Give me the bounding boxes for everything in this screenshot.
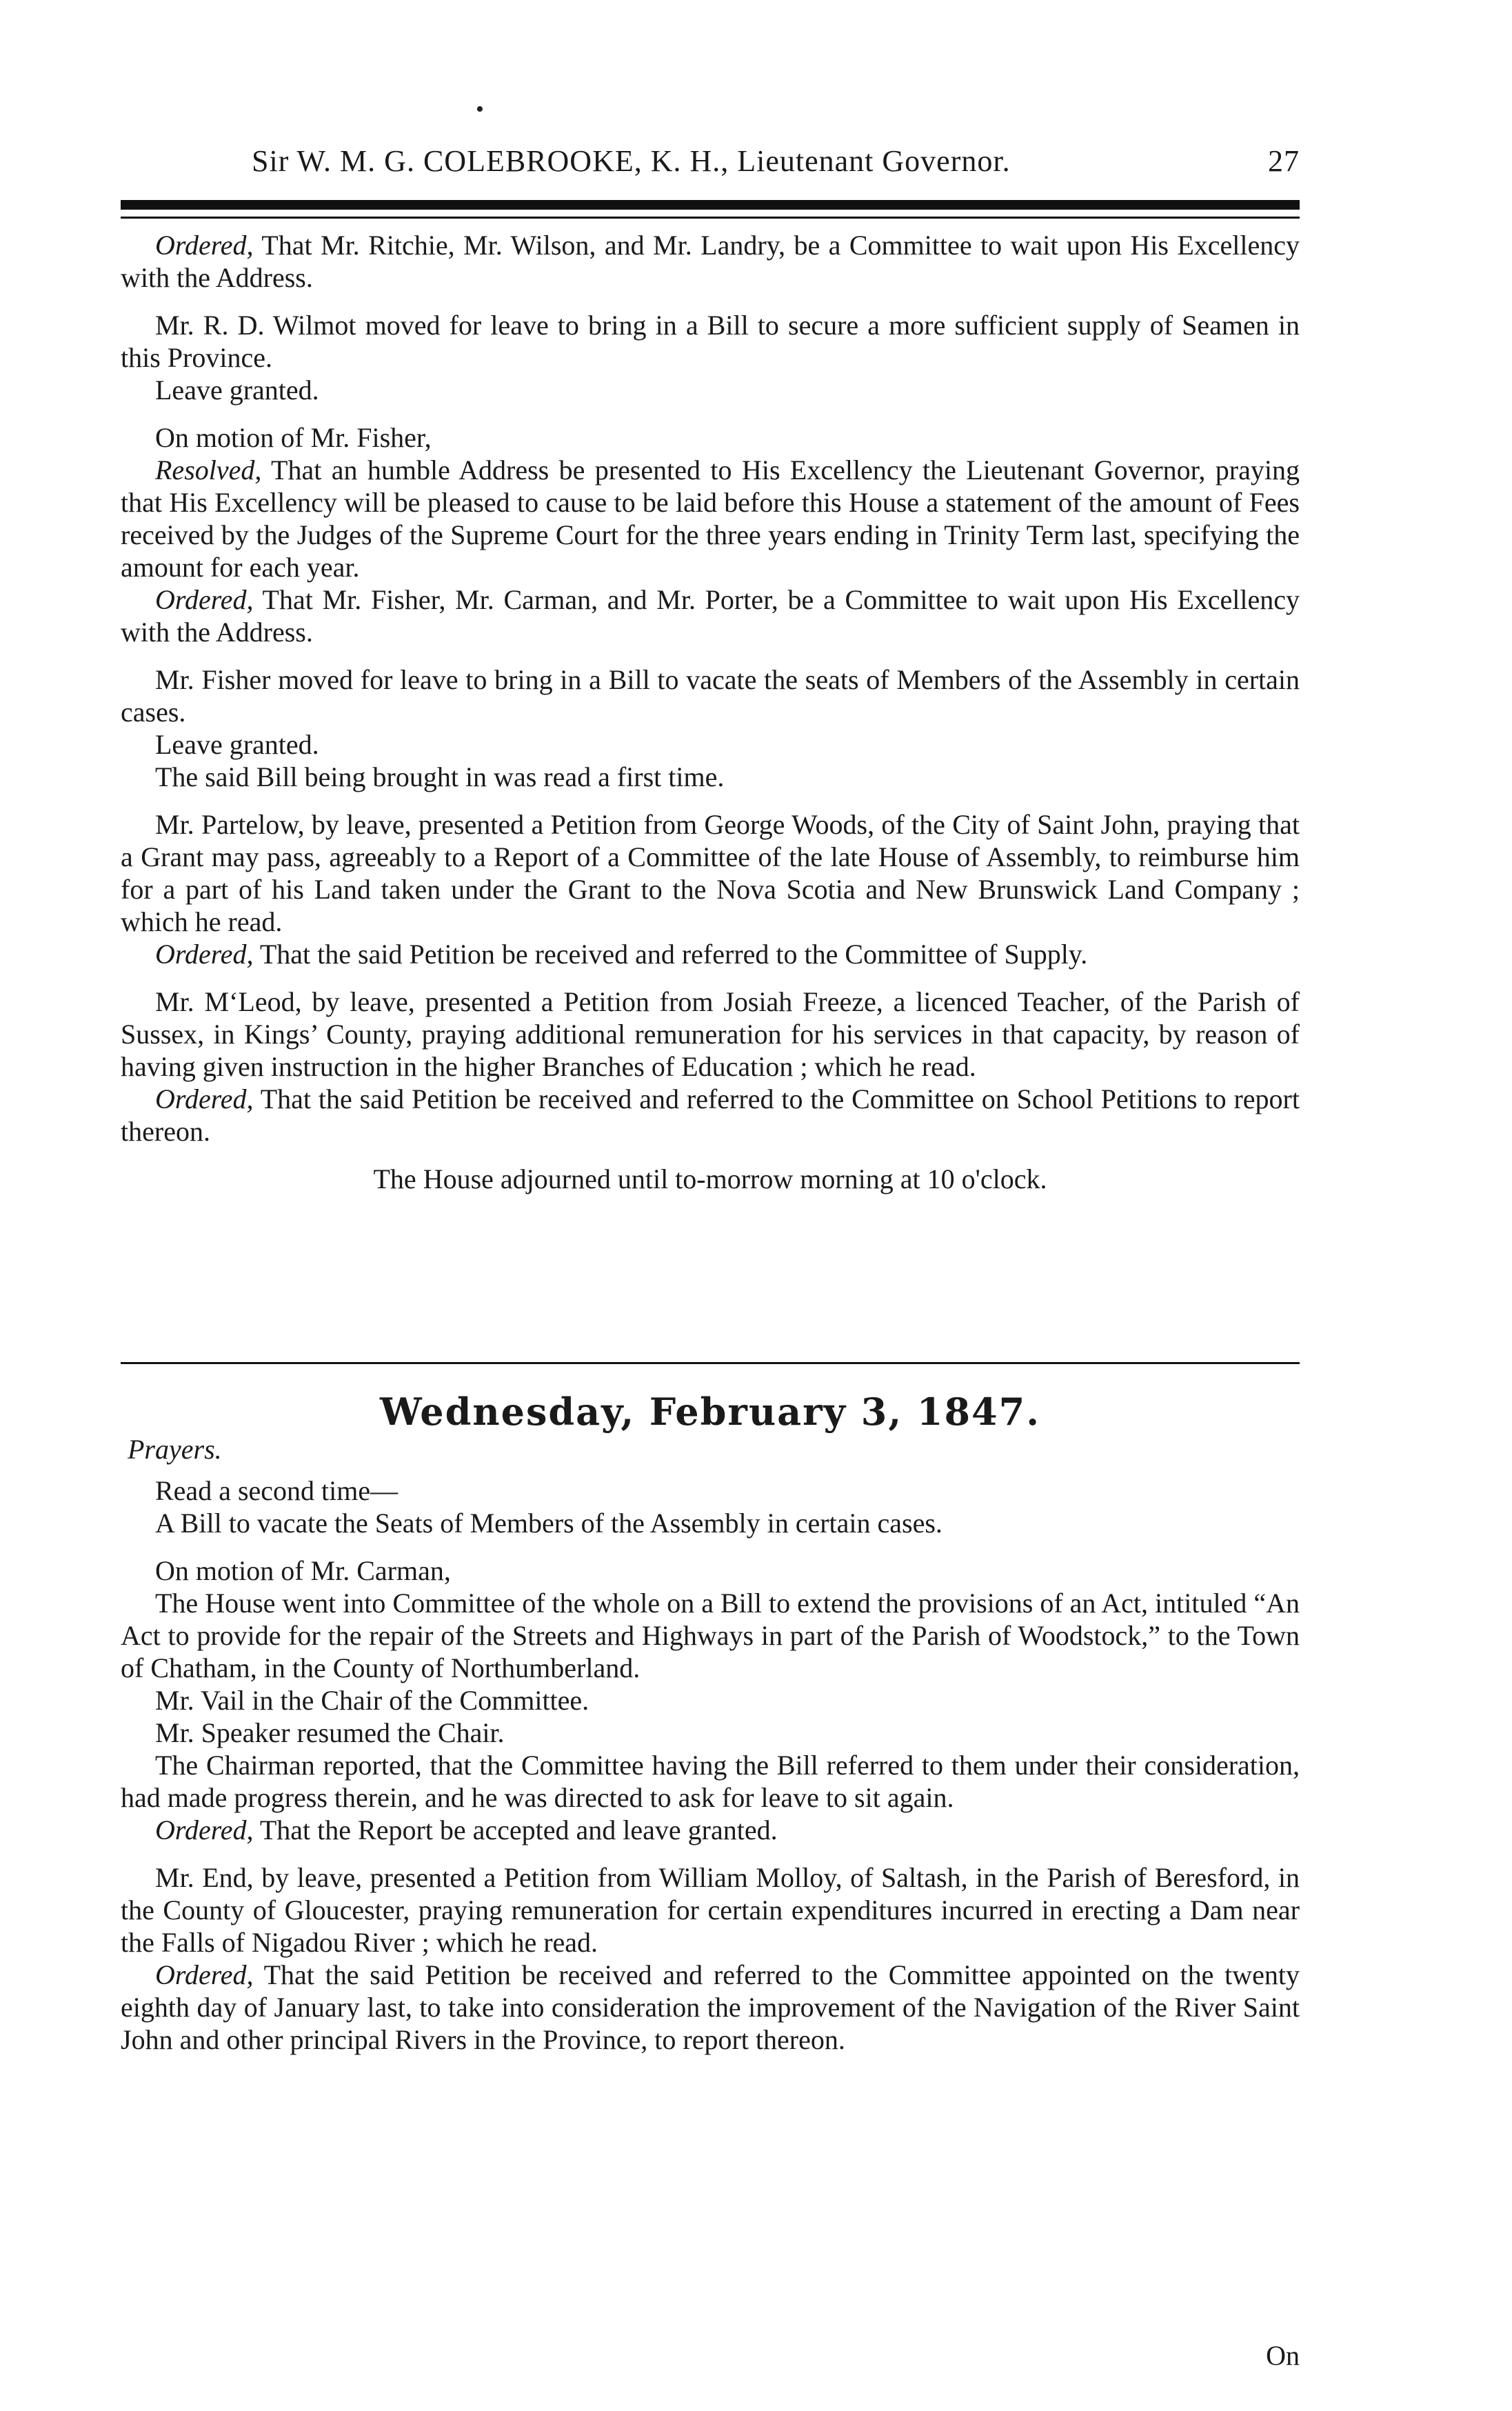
paragraph: Ordered, That the Report be accepted and leave granted. bbox=[155, 1814, 778, 1845]
paragraph: Mr. End, by leave, presented a Petition from William Molloy, of Saltash, in the Parish of Beresford, in the County of Gloucester, praying remuneration for certain expenditures incurred in erecting a Dam near the Falls of Nigadou River ; which he read. bbox=[121, 1862, 1300, 1958]
paragraph: On motion of Mr. Carman, bbox=[155, 1555, 451, 1586]
paragraph: The House went into Committee of the whole on a Bill to extend the provisions of an Act, intituled “An Act to provide for the repair of the Streets and Highways in part of the Parish of Woodstock,” to the Town of Chatham, in the County of Northumberland. bbox=[121, 1588, 1300, 1683]
paragraph: Mr. M‘Leod, by leave, presented a Petition from Josiah Freeze, a licenced Teacher, of the Parish of Sussex, in Kings’ County, praying additional remuneration for his services in that capacity, by reason of having given instruction in the higher Branches of Education ; which he read. bbox=[121, 986, 1300, 1082]
paragraph: Mr. Speaker resumed the Chair. bbox=[155, 1717, 505, 1748]
paragraph: Read a second time— bbox=[155, 1475, 399, 1506]
section-separator bbox=[121, 1362, 1300, 1364]
paragraph: Ordered, That the said Petition be received and referred to the Committee appointed on the twenty eighth day of January last, to take into consideration the improvement of the Navigation of the River Saint John and other principal Rivers in the Province, to report thereon. bbox=[121, 1959, 1300, 2055]
paragraph: The Chairman reported, that the Committee having the Bill referred to them under their consideration, had made progress therein, and he was directed to ask for leave to sit again. bbox=[121, 1750, 1300, 1813]
proceedings-section-2 bbox=[121, 1474, 1300, 2056]
page-number: 27 bbox=[1268, 144, 1300, 178]
proceedings-section-1 bbox=[121, 229, 1300, 1195]
running-header bbox=[121, 143, 1300, 192]
paragraph: Ordered, That the said Petition be received and referred to the Committee on School Petitions to report thereon. bbox=[121, 1083, 1300, 1147]
paragraph: Leave granted. bbox=[155, 374, 319, 406]
header-title: Sir W. M. G. COLEBROOKE, K. H., Lieutenant Governor. bbox=[252, 144, 1011, 178]
prayers-label: Prayers. bbox=[128, 1434, 222, 1465]
paragraph: Mr. Fisher moved for leave to bring in a Bill to vacate the seats of Members of the Assembly in certain cases. bbox=[121, 664, 1300, 728]
document-page bbox=[121, 0, 1300, 2411]
catchword: On bbox=[1266, 2340, 1300, 2371]
paragraph: Mr. Vail in the Chair of the Committee. bbox=[155, 1685, 589, 1716]
paragraph: Mr. Partelow, by leave, presented a Petition from George Woods, of the City of Saint John, praying that a Grant may pass, agreeably to a Report of a Committee of the late House of Assembly, to reimburse him for a part of his Land taken under the Grant to the Nova Scotia and New Brunswick Land Company ; which he read. bbox=[121, 809, 1300, 937]
header-rule-thick bbox=[121, 200, 1300, 210]
paragraph: Ordered, That the said Petition be received and referred to the Committee of Supply. bbox=[155, 939, 1088, 970]
paragraph: Leave granted. bbox=[155, 729, 319, 760]
paragraph: Ordered, That Mr. Ritchie, Mr. Wilson, and Mr. Landry, be a Committee to wait upon His Excellency with the Address. bbox=[121, 230, 1300, 293]
adjournment-line: The House adjourned until to-morrow morning at 10 o'clock. bbox=[373, 1163, 1047, 1194]
day-heading: Wednesday, February 3, 1847. bbox=[379, 1390, 1041, 1434]
paragraph: Ordered, That Mr. Fisher, Mr. Carman, and Mr. Porter, be a Committee to wait upon His Excellency with the Address. bbox=[121, 584, 1300, 648]
paragraph: The said Bill being brought in was read a first time. bbox=[155, 761, 725, 792]
speck-mark: • bbox=[476, 97, 484, 122]
paragraph: Resolved, That an humble Address be presented to His Excellency the Lieutenant Governor, praying that His Excellency will be pleased to cause to be laid before this House a statement of the amount of Fees received by the Judges of the Supreme Court for the three years ending in Trinity Term last, specifying the amount for each year. bbox=[121, 454, 1300, 583]
header-rule-thin bbox=[121, 217, 1300, 219]
paragraph: A Bill to vacate the Seats of Members of the Assembly in certain cases. bbox=[155, 1508, 943, 1539]
paragraph: Mr. R. D. Wilmot moved for leave to bring in a Bill to secure a more sufficient supply of Seamen in this Province. bbox=[121, 310, 1300, 373]
paragraph: On motion of Mr. Fisher, bbox=[155, 422, 432, 453]
